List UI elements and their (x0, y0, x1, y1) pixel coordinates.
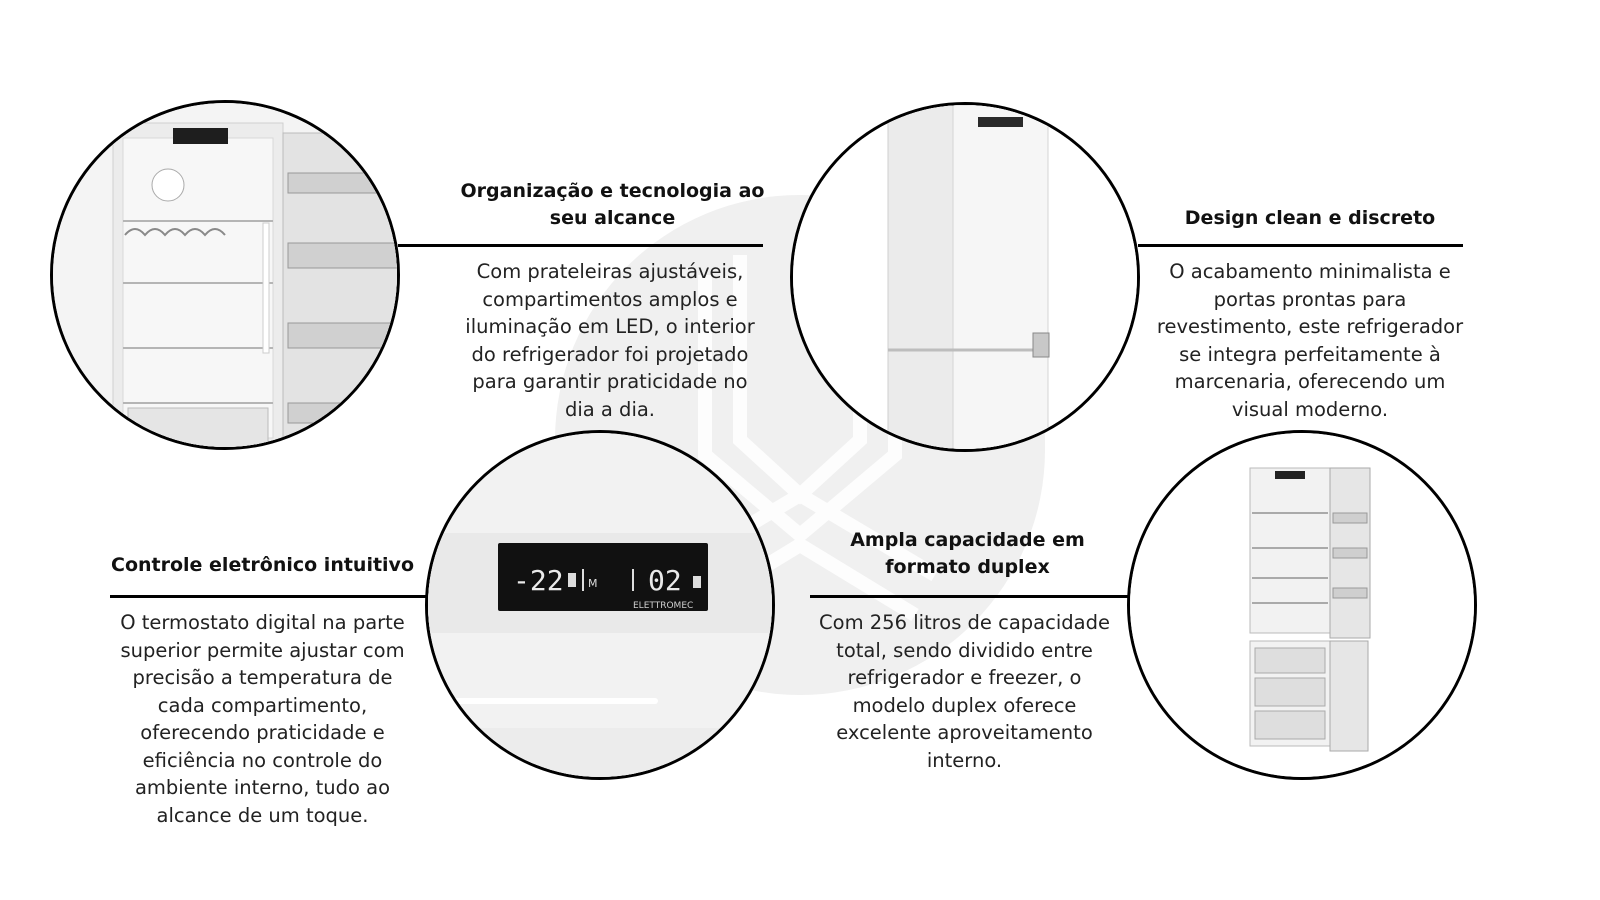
feature-2-title: Design clean e discreto (1184, 207, 1436, 229)
freezer-temp-readout: -22 (513, 564, 564, 597)
feature-2-body: O acabamento minimalista e portas prontas para revestimento, este refrigerador se integra perfeitamente à marcenaria, oferecendo um visual moderno. (1156, 260, 1464, 421)
feature-3-divider (110, 595, 428, 598)
feature-1-body: Com prateleiras ajustáveis, compartimentos amplos e iluminação em LED, o interior do refrigerador foi projetado para garantir praticidade no dia a dia. (465, 260, 755, 421)
feature-1-title: Organização e tecnologia ao seu alcance (460, 180, 765, 229)
feature-3-body: O termostato digital na parte superior permite ajustar com precisão a temperatura de cada compartimento, oferecendo praticidade e eficiência no controle do ambiente interno, tudo ao alcance de um toque. (120, 611, 405, 827)
thermostat-photo (425, 430, 775, 780)
feature-4-body: Com 256 litros de capacidade total, sendo dividido entre refrigerador e freezer, o modelo duplex oferece excelente aproveitamento interno. (819, 611, 1110, 772)
mode-indicator: M (588, 577, 598, 590)
feature-2-divider (1138, 244, 1463, 247)
brand-label: ELETTROMEC (633, 601, 694, 611)
fridge-interior-photo (50, 100, 400, 450)
fridge-temp-readout: 02 (648, 564, 682, 597)
feature-3-title: Controle eletrônico intuitivo (111, 554, 414, 576)
duplex-fridge-photo (1127, 430, 1477, 780)
fridge-closed-photo (790, 102, 1140, 452)
feature-1-divider (398, 244, 763, 247)
feature-4-title: Ampla capacidade em formato duplex (850, 529, 1085, 578)
feature-4-divider (810, 595, 1130, 598)
